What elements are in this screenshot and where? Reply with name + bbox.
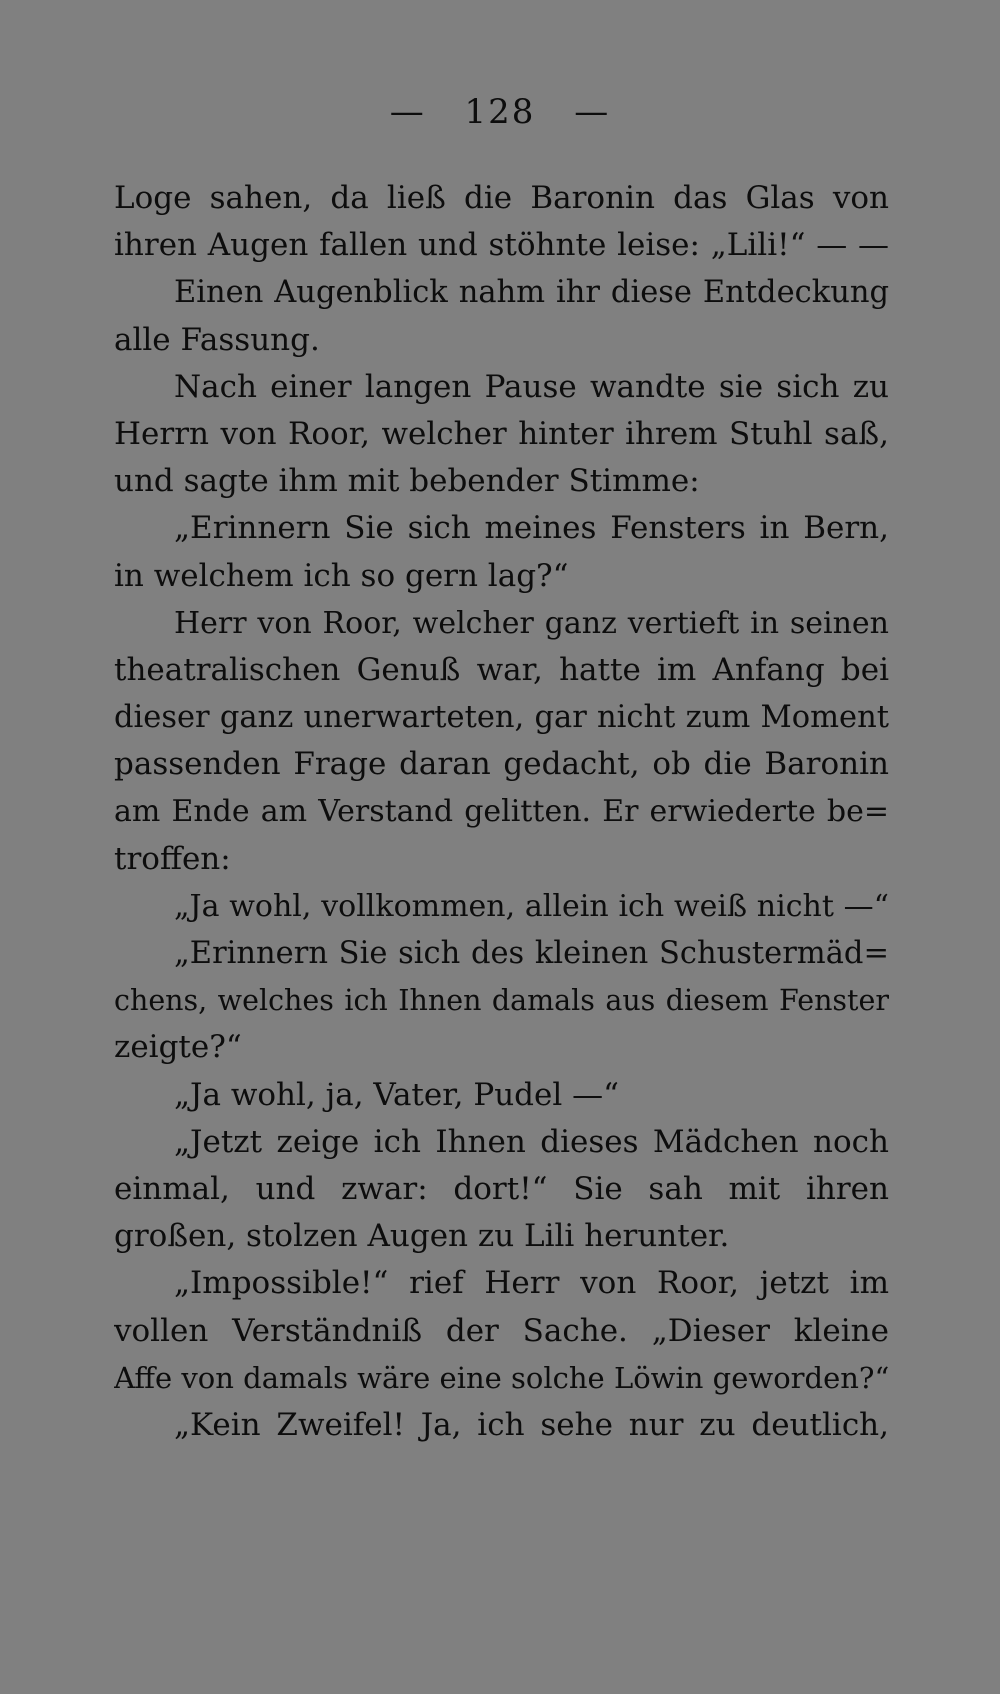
text-line: troffen: bbox=[114, 840, 231, 877]
text-line: ihren Augen fallen und stöhnte leise: „Lili!“ — — bbox=[114, 227, 889, 264]
text-line: theatralischen Genuß war, hatte im Anfang bei bbox=[114, 651, 889, 688]
page-number: 128 bbox=[464, 92, 536, 132]
text-line: alle Fassung. bbox=[114, 321, 320, 358]
text-line: „Impossible!“ rief Herr von Roor, jetzt im bbox=[174, 1265, 889, 1302]
text-line: chens, welches ich Ihnen damals aus diesem Fenster bbox=[114, 984, 889, 1018]
text-line: einmal, und zwar: dort!“ Sie sah mit ihren bbox=[114, 1170, 889, 1207]
body-text bbox=[114, 175, 889, 1449]
text-line: „Ja wohl, ja, Vater, Pudel —“ bbox=[174, 1076, 619, 1113]
text-line: Affe von damals wäre eine solche Löwin geworden?“ bbox=[114, 1360, 889, 1395]
text-line: am Ende am Verstand gelitten. Er erwiederte be= bbox=[114, 794, 889, 830]
header-dash-left: — bbox=[389, 92, 426, 132]
text-line: „Jetzt zeige ich Ihnen dieses Mädchen noch bbox=[174, 1123, 889, 1160]
text-line: Einen Augenblick nahm ihr diese Entdeckung bbox=[174, 275, 889, 311]
text-line: passenden Frage daran gedacht, ob die Baronin bbox=[114, 746, 889, 783]
text-line: großen, stolzen Augen zu Lili herunter. bbox=[114, 1218, 730, 1255]
text-line: und sagte ihm mit bebender Stimme: bbox=[114, 463, 700, 500]
text-line: „Erinnern Sie sich des kleinen Schustermäd= bbox=[174, 936, 889, 971]
text-line: Herrn von Roor, welcher hinter ihrem Stuhl saß, bbox=[114, 415, 889, 452]
text-line: dieser ganz unerwarteten, gar nicht zum Moment bbox=[114, 700, 889, 736]
text-line: vollen Verständniß der Sache. „Dieser kleine bbox=[114, 1312, 889, 1349]
page-header bbox=[0, 92, 1000, 132]
text-line: zeigte?“ bbox=[114, 1029, 242, 1066]
text-line: Loge sahen, da ließ die Baronin das Glas von bbox=[114, 180, 889, 216]
text-line: in welchem ich so gern lag?“ bbox=[114, 557, 569, 594]
text-line: „Erinnern Sie sich meines Fensters in Bern, bbox=[174, 510, 889, 547]
text-line: „Ja wohl, vollkommen, allein ich weiß nicht —“ bbox=[174, 888, 889, 924]
header-dash-right: — bbox=[574, 92, 611, 132]
text-line: Nach einer langen Pause wandte sie sich zu bbox=[174, 368, 889, 405]
text-line: Herr von Roor, welcher ganz vertieft in seinen bbox=[174, 605, 889, 641]
text-line: „Kein Zweifel! Ja, ich sehe nur zu deutlich, bbox=[174, 1406, 889, 1443]
